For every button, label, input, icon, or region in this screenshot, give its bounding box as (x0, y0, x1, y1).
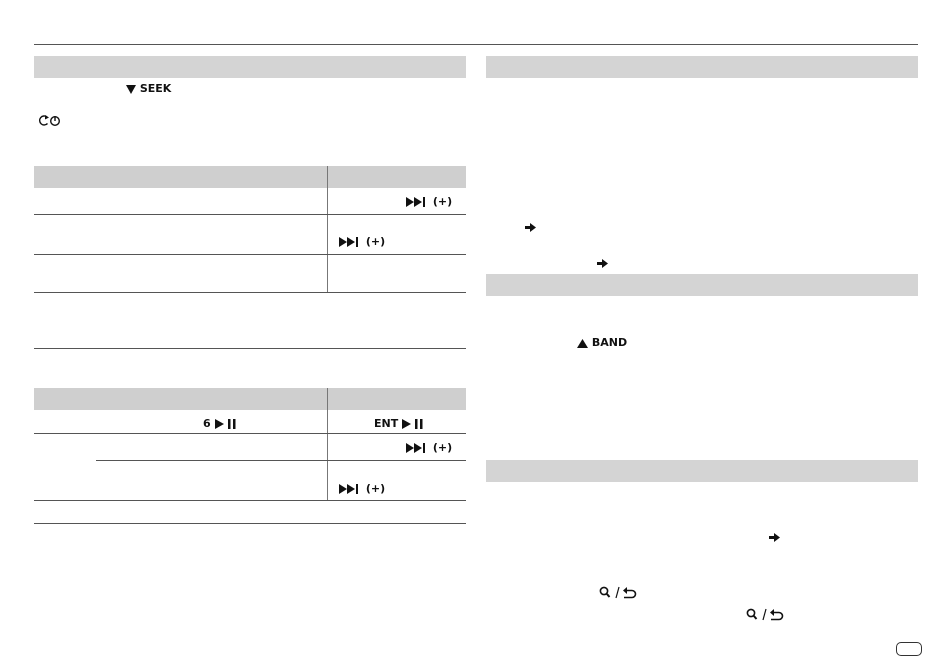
right-section-header-2 (486, 274, 918, 296)
table2-row1-play-pause (203, 417, 237, 431)
next-track-icon (339, 237, 362, 247)
arrow-right-icon (769, 527, 780, 546)
table1-col-divider (327, 166, 328, 293)
right-section-header-1 (486, 56, 918, 78)
arrow-right-icon (525, 217, 536, 236)
band-label: BAND (591, 336, 628, 349)
plus-label: (+) (432, 441, 453, 454)
table1-row2-next-track (339, 235, 385, 249)
seek-label: SEEK (139, 82, 172, 95)
table1-bottom-rule (34, 292, 466, 293)
preset-number: 6 (203, 417, 211, 430)
left-section-header-1 (34, 56, 466, 78)
table2-row3-next-track (339, 482, 385, 496)
next-track-icon (339, 484, 362, 494)
play-pause-icon (402, 419, 424, 429)
next-track-icon (406, 443, 429, 453)
table2-row-divider (96, 460, 466, 461)
table2-row2-next-track (406, 441, 452, 455)
table2-row1-ent-play-pause (374, 417, 424, 431)
seek-line (126, 82, 171, 96)
plus-label: (+) (365, 235, 386, 248)
table1-row-divider (34, 254, 466, 255)
triangle-down-icon (126, 85, 136, 94)
table1-header (34, 166, 466, 188)
play-pause-icon (215, 419, 237, 429)
page-badge (896, 642, 922, 656)
table2-header (34, 388, 466, 410)
top-rule (34, 44, 918, 45)
clock-return-icon (38, 112, 62, 131)
left-divider (34, 348, 466, 349)
right-section-header-3 (486, 460, 918, 482)
table2-bottom-rule (34, 523, 466, 524)
band-line (577, 336, 627, 350)
plus-label: (+) (365, 482, 386, 495)
next-track-icon (406, 197, 429, 207)
plus-label: (+) (432, 195, 453, 208)
table2-row-divider (34, 500, 466, 501)
search-return-icon (746, 606, 784, 625)
table2-col-divider (327, 388, 328, 500)
arrow-right-icon (597, 253, 608, 272)
triangle-up-icon (577, 339, 588, 348)
search-return-icon (599, 584, 637, 603)
table1-row1-next-track (406, 195, 452, 209)
ent-label: ENT (374, 417, 399, 430)
table1-row-divider (34, 214, 466, 215)
table2-row-divider (34, 433, 466, 434)
